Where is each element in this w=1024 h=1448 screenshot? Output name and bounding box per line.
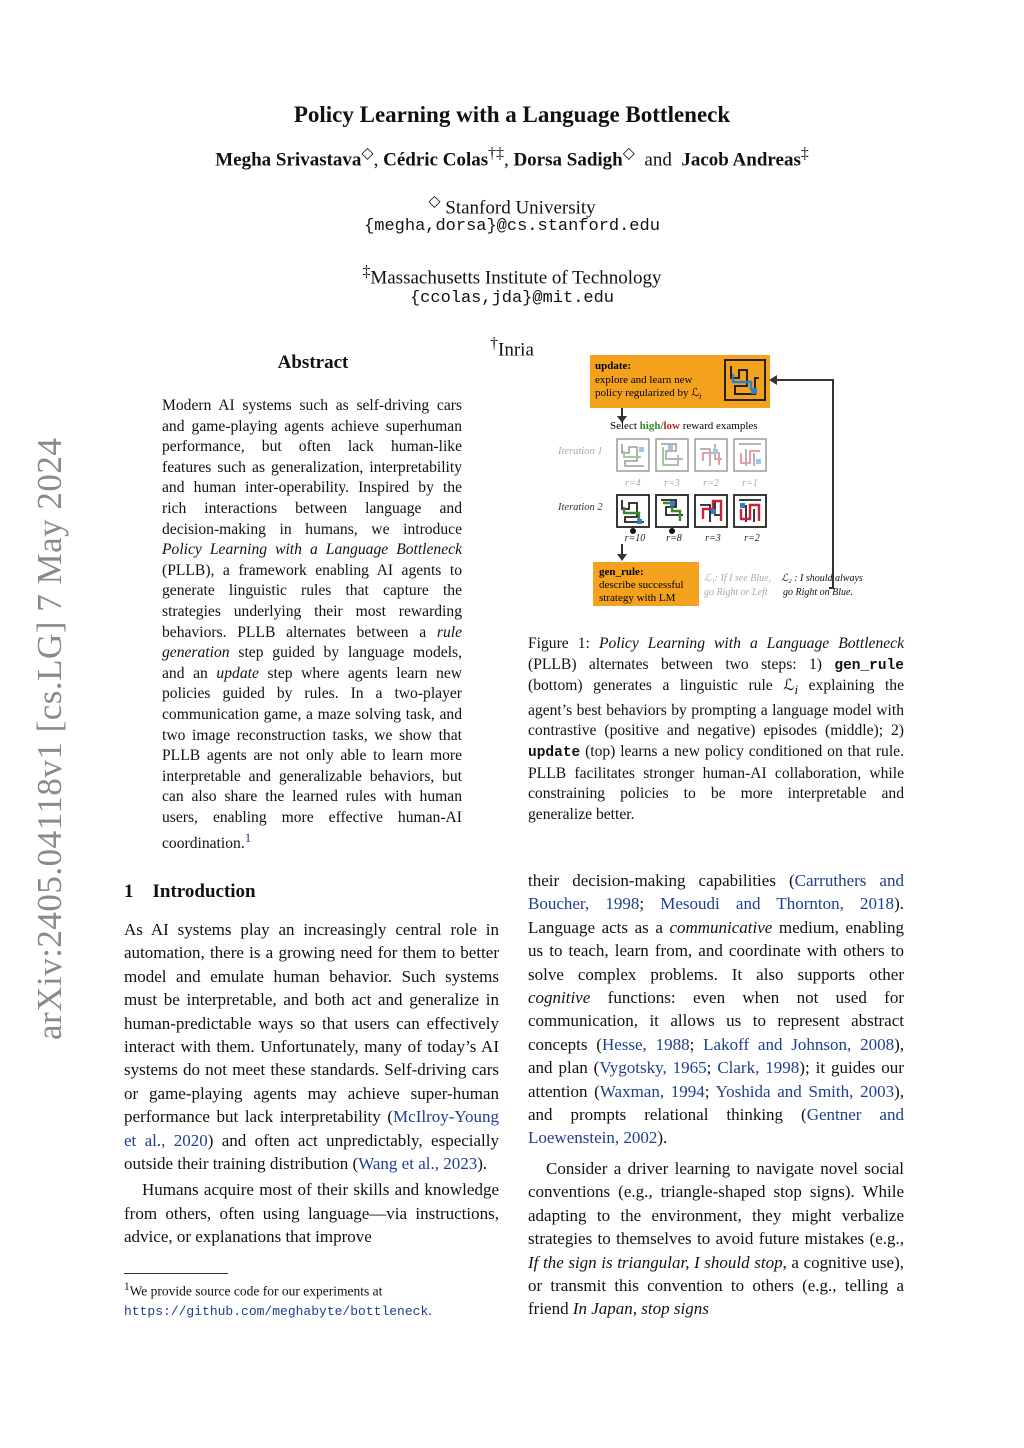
select-examples-label bbox=[610, 420, 758, 432]
text-run: explaining the agent’s best behaviors by prompting a language model with contrastive (positive and negative) episodes (middle); 2) bbox=[528, 677, 905, 740]
iteration-1-rewards bbox=[625, 478, 758, 489]
section-heading bbox=[124, 881, 256, 903]
maze-thumb bbox=[617, 495, 649, 527]
author-name: Megha Srivastava bbox=[215, 149, 362, 171]
italic-text: In Japan, stop signs bbox=[572, 1299, 709, 1319]
text-run: ), and prompts relational thinking ( bbox=[528, 1081, 904, 1125]
update-text-1: explore and learn new bbox=[595, 374, 693, 386]
reward-label: r=4 bbox=[625, 478, 641, 489]
maze-thumb bbox=[656, 495, 688, 527]
reward-label: r=2 bbox=[703, 478, 719, 489]
arrowhead bbox=[617, 554, 627, 561]
reward-label: r=1 bbox=[742, 478, 758, 489]
text-run: step guided by language models, and an bbox=[162, 644, 462, 682]
text-run: ). bbox=[477, 1154, 488, 1174]
author-mark: ◇ bbox=[622, 145, 635, 162]
select-suffix: reward examples bbox=[680, 420, 758, 432]
italic-text: Policy Learning with a Language Bottleneck bbox=[598, 635, 905, 652]
section-title: Introduction bbox=[152, 881, 256, 902]
code-term: gen_rule bbox=[834, 657, 904, 674]
arxiv-identifier: arXiv:2405.04118v1 [cs.LG] 7 May 2024 bbox=[30, 437, 69, 1040]
author-name: Dorsa Sadigh bbox=[513, 149, 623, 171]
abstract-body bbox=[162, 396, 462, 855]
select-prefix: Select bbox=[610, 420, 640, 432]
reward-label: r=3 bbox=[664, 478, 680, 489]
footnote-mark: 1 bbox=[124, 1281, 130, 1293]
text-run: ), and plan ( bbox=[528, 1034, 904, 1078]
text-run: ; bbox=[704, 1081, 716, 1101]
iteration-2-label: Iteration 2 bbox=[558, 502, 603, 513]
italic-text: update bbox=[216, 664, 259, 682]
text-run: ; bbox=[689, 1034, 704, 1054]
italic-text: communicative bbox=[669, 917, 773, 937]
update-text-2 bbox=[595, 387, 701, 401]
reward-label: r=2 bbox=[744, 533, 760, 544]
select-slash: / bbox=[660, 420, 664, 432]
reward-label: r=10 bbox=[624, 533, 646, 544]
text-run: Modern AI systems such as self-driving cars and game-playing agents achieve superhuman performance, but often lack human-like features such as generalization, interpretability and human inter-operability. Inspired by the rich interactions between language and decision-making in humans, we introduce bbox=[162, 397, 462, 538]
subscript: i bbox=[794, 682, 799, 698]
iteration-1-mazes bbox=[617, 439, 766, 471]
section-number: 1 bbox=[124, 881, 134, 902]
footnote-link[interactable]: https://github.com/meghabyte/bottleneck bbox=[124, 1303, 429, 1319]
text-run: ) and often act unpredictably, especially outside their training distribution ( bbox=[124, 1130, 499, 1174]
code-term: update bbox=[528, 745, 581, 762]
footnote-rule bbox=[124, 1273, 228, 1274]
text-run: (PLLB) alternates between two steps: 1) bbox=[528, 655, 835, 673]
text-run: (PLLB), a framework enabling AI agents to generate linguistic rules that capture the strategies underlying their most rewarding behaviors. PLLB alternates between a bbox=[162, 561, 462, 641]
affiliation-name: Massachusetts Institute of Technology bbox=[370, 267, 662, 289]
footnote-text: We provide source code for our experiments at bbox=[129, 1283, 383, 1299]
text-run: ); it guides our attention ( bbox=[528, 1058, 904, 1101]
italic-text: rule generation bbox=[162, 623, 462, 662]
update-text-2-main: policy regularized by ℒ bbox=[595, 387, 700, 399]
update-label: update: bbox=[595, 360, 632, 372]
citation-link[interactable]: Hesse, 1988 bbox=[601, 1034, 690, 1054]
affiliation-name: Inria bbox=[498, 339, 534, 361]
author-name: Jacob Andreas bbox=[681, 149, 801, 171]
citation-link[interactable]: Carruthers and Boucher, 1998 bbox=[528, 871, 904, 914]
text-run: functions: even when not used for communication, it allows us to represent abstract concepts ( bbox=[528, 988, 904, 1054]
intro-paragraph bbox=[528, 1157, 904, 1321]
author-list: Megha Srivastava◇, Cédric Colas†‡, Dorsa Sadigh◇ and Jacob Andreas‡ bbox=[215, 145, 809, 171]
text-run: ). Language acts as a bbox=[528, 894, 904, 937]
affiliation-mit bbox=[0, 263, 1024, 289]
text-run: As AI systems play an increasingly central role in automation, there is a growing need for them to better model and emulate human behavior. Such systems must be interpretable, and both act and generalize in human-predictable ways so that users can effectively interact with them. Unfortunately, many of today’s AI systems do not meet these standards. Self-driving cars or game-playing agents may achieve super-human performance but lack interpretability ( bbox=[124, 920, 499, 1127]
and-word: and bbox=[644, 149, 672, 171]
citation-link[interactable]: McIlroy-Young et al., 2020 bbox=[124, 1107, 499, 1150]
maze-thumb bbox=[734, 439, 766, 471]
maze-thumb bbox=[695, 495, 727, 527]
italic-text: If the sign is triangular, I should stop bbox=[528, 1252, 783, 1272]
gen-rule-label: gen_rule: bbox=[599, 566, 644, 578]
affiliation-email: {ccolas,jda}@mit.edu bbox=[409, 289, 615, 308]
feedback-arrow bbox=[777, 380, 833, 588]
maze-thumb bbox=[734, 495, 766, 527]
author-mark: ◇ bbox=[361, 145, 374, 162]
text-run: ). bbox=[657, 1128, 668, 1148]
text-run: Figure 1: bbox=[528, 635, 599, 652]
affiliation-name: Stanford University bbox=[445, 197, 596, 219]
iteration-2-mazes bbox=[617, 495, 766, 534]
intro-left-column bbox=[124, 918, 499, 1249]
arrowhead bbox=[769, 375, 777, 385]
text-run: , a cognitive use), or transmit this convention to others (e.g., telling a friend bbox=[528, 1252, 904, 1319]
select-low: low bbox=[663, 420, 680, 432]
figure-1-diagram bbox=[555, 352, 905, 614]
iteration-2-rewards bbox=[625, 533, 760, 544]
gen-rule-text-2: strategy with LM bbox=[599, 592, 676, 604]
affiliation-mark: ‡ bbox=[362, 263, 371, 280]
text-run: (top) learns a new policy conditioned on that rule. PLLB facilitates stronger human-AI collaboration, while constraining policies to be more interpretable and generalize better. bbox=[528, 743, 904, 823]
intro-paragraph bbox=[528, 869, 904, 1150]
footnote bbox=[124, 1278, 504, 1321]
paper-title: Policy Learning with a Language Bottleneck bbox=[293, 102, 731, 127]
text-run: Consider a driver learning to navigate novel social conventions (e.g., triangle-shaped stop signs). While adapting to the environment, they might verbalize strategies to themselves to avoid future mistakes (e.g., bbox=[528, 1158, 904, 1249]
text-run: Humans acquire most of their skills and knowledge from others, often using language—via instructions, advice, or explanations that improve bbox=[124, 1180, 499, 1247]
abstract-heading: Abstract bbox=[277, 352, 349, 373]
affiliation-stanford bbox=[0, 191, 1024, 219]
affiliation-mark: ◇ bbox=[428, 193, 441, 210]
text-run: ; bbox=[639, 894, 661, 914]
affiliation-mark: † bbox=[490, 335, 499, 352]
affiliation-email: {megha,dorsa}@cs.stanford.edu bbox=[364, 217, 660, 236]
intro-paragraph bbox=[124, 918, 499, 1175]
footnote-ref[interactable]: 1 bbox=[244, 830, 252, 846]
reward-label: r=3 bbox=[705, 533, 721, 544]
text-run: ; bbox=[706, 1058, 718, 1078]
rule-1-line-2: go Right or Left bbox=[704, 587, 768, 598]
citation-link[interactable]: Wang et al., 2023 bbox=[358, 1154, 478, 1174]
footnote-end: . bbox=[428, 1302, 432, 1318]
citation-link[interactable]: Waxman, 1994 bbox=[599, 1081, 705, 1101]
intro-paragraph bbox=[124, 1178, 499, 1248]
citation-link[interactable]: Yoshida and Smith, 2003 bbox=[715, 1081, 895, 1101]
italic-text: Policy Learning with a Language Bottleneck bbox=[162, 541, 462, 559]
rule-2-line-2: go Right on Blue. bbox=[783, 587, 853, 598]
text-run: medium, enabling us to teach, learn from, and coordinate with others to solve complex problems. It also supports other bbox=[528, 917, 904, 984]
figure-1-caption bbox=[528, 634, 904, 825]
citation-link[interactable]: Clark, 1998 bbox=[717, 1058, 800, 1078]
update-text-2-sub: i bbox=[699, 392, 702, 401]
reward-label: r=8 bbox=[666, 533, 682, 544]
text-run: (bottom) generates a linguistic rule ℒ bbox=[528, 677, 795, 695]
citation-link[interactable]: Mesoudi and Thornton, 2018 bbox=[660, 894, 895, 914]
maze-thumb bbox=[617, 439, 649, 471]
citation-link[interactable]: Vygotsky, 1965 bbox=[599, 1058, 707, 1078]
citation-link[interactable]: Lakoff and Johnson, 2008 bbox=[703, 1034, 895, 1054]
author-mark: ‡ bbox=[800, 145, 809, 162]
maze-thumb bbox=[656, 439, 688, 471]
text-run: step where agents learn new policies guided by rules. In a two-player communication game, a maze solving task, and two image reconstruction tasks, we show that PLLB agents are not only able to learn more interpretable and generalizable behaviors, but can also share the learned rules with human users, enabling more effective human-AI coordination. bbox=[162, 664, 463, 853]
rule-2-line-1: ℒ₂ : I should always bbox=[781, 573, 863, 584]
gen-rule-text-1: describe successful bbox=[599, 579, 684, 591]
author-name: Cédric Colas bbox=[383, 149, 489, 171]
maze-thumb bbox=[695, 439, 727, 471]
intro-right-column bbox=[528, 869, 904, 1321]
text-run: their decision-making capabilities ( bbox=[528, 871, 795, 890]
iteration-1-label: Iteration 1 bbox=[558, 446, 603, 457]
select-high: high bbox=[639, 420, 661, 432]
rule-1-line-1: ℒ₁: If I see Blue, bbox=[704, 573, 772, 584]
author-mark: †‡ bbox=[488, 145, 504, 162]
italic-text: cognitive bbox=[528, 988, 591, 1008]
citation-link[interactable]: Gentner and Loewenstein, 2002 bbox=[528, 1105, 904, 1148]
